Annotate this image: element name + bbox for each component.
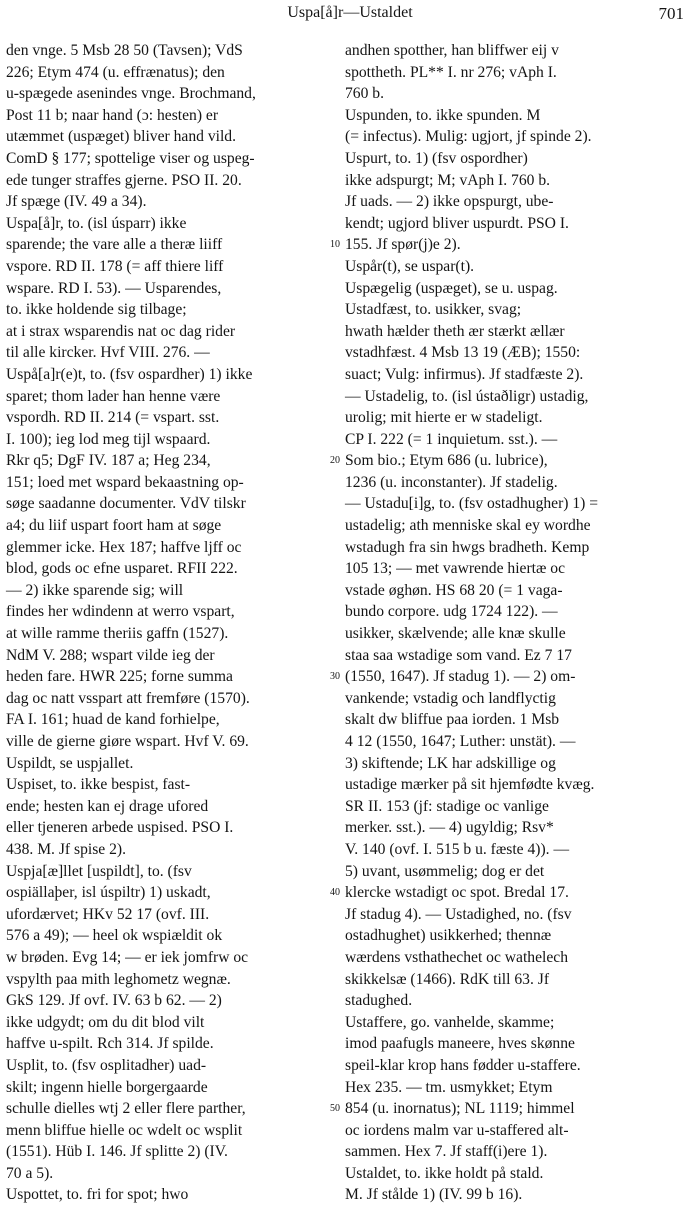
text-line: 854 (u. inornatus); NL 1119; himmel xyxy=(345,1100,575,1118)
text-line: 151; loed met wspard bekaastning op- xyxy=(6,473,244,491)
text-line: skalt dw bliffue paa iorden. 1 Msb xyxy=(345,711,560,729)
text-line: menn bliffue hielle oc wdelt oc wsplit xyxy=(6,1121,243,1139)
line-number: 30 xyxy=(330,671,340,683)
text-line: Uspottet, to. fri for spot; hwo xyxy=(6,1186,189,1204)
text-line: Jf stadug 4). — Ustadighed, no. (fsv xyxy=(345,905,572,923)
text-line: haffve u-spilt. Rch 314. Jf spilde. xyxy=(6,1035,214,1053)
text-line: ville de gierne giøre wspart. Hvf V. 69. xyxy=(6,733,249,750)
line-number: 20 xyxy=(330,455,340,467)
line-number: 10 xyxy=(330,239,340,251)
text-line: sammen. Hex 7. Jf staff(i)ere 1). xyxy=(345,1143,548,1161)
text-line: andhen spotther, han bliffwer eij v xyxy=(345,42,559,59)
text-line: suact; Vulg: infirmus). Jf stadfæste 2). xyxy=(345,365,584,383)
text-line: findes her wdindenn at werro vspart, xyxy=(6,603,235,621)
text-line: wærdens vsthathechet oc wathelech xyxy=(345,948,568,966)
text-line: 760 b. xyxy=(345,85,384,103)
text-line: wstadugh fra sin hwgs bradheth. Kemp xyxy=(345,538,590,556)
text-line: 4 12 (1550, 1647; Luther: unstät). — xyxy=(345,733,576,750)
running-head: Uspa[å]r—Ustaldet xyxy=(287,4,413,21)
text-line: staa saa wstadige som vand. Ez 7 17 xyxy=(345,646,572,664)
text-line: ede tunger straffes gjerne. PSO II. 20. xyxy=(6,171,242,189)
text-line: 5) uvant, usømmelig; dog er det xyxy=(345,862,545,880)
text-line: (1551). Hüb I. 146. Jf splitte 2) (IV. xyxy=(6,1143,228,1161)
text-line: skikkelsæ (1466). RdK till 63. Jf xyxy=(345,970,550,988)
text-line: eller tjeneren arbede uspised. PSO I. xyxy=(6,819,234,837)
text-line: 3) skiftende; LK har adskillige og xyxy=(345,754,556,772)
text-line: blod, gods oc efne usparet. RFII 222. xyxy=(6,560,238,578)
text-line: utæmmet (uspæget) bliver hand vild. xyxy=(6,128,236,146)
text-line: Jf uads. — 2) ikke opspurgt, ube- xyxy=(345,193,554,211)
text-line: Usplit, to. (fsv osplitadher) uad- xyxy=(6,1056,207,1074)
line-number: 40 xyxy=(330,887,340,899)
line-number: 50 xyxy=(330,1103,340,1115)
text-line: NdM V. 288; wspart vilde ieg der xyxy=(6,646,215,664)
text-line: oc iordens malm var u-staffered alt- xyxy=(345,1121,569,1139)
text-line: imod paafugls maneere, hves skønne xyxy=(345,1035,575,1053)
text-line: ustadige mærker på sit hjemfødte kvæg. xyxy=(345,776,595,794)
text-line: wspare. RD I. 53). — Usparendes, xyxy=(6,279,222,297)
text-line: stadughed. xyxy=(345,992,413,1010)
text-line: (= infectus). Mulig: ugjort, jf spinde 2). xyxy=(345,128,592,146)
text-line: u-spægede asenindes vnge. Brochmand, xyxy=(6,85,256,103)
text-line: den vnge. 5 Msb 28 50 (Tavsen); VdS xyxy=(6,42,243,59)
text-line: at wille ramme theriis gaffn (1527). xyxy=(6,625,229,643)
text-line: schulle dielles wtj 2 eller flere parther, xyxy=(6,1100,246,1118)
text-line: I. 100); ieg lod meg tijl wspaard. xyxy=(6,430,211,448)
text-line: heden fare. HWR 225; forne summa xyxy=(6,668,233,686)
text-line: urolig; mit hierte er w stadeligt. xyxy=(345,409,543,427)
text-line: Post 11 b; naar hand (ɔ: hesten) er xyxy=(6,106,219,124)
text-line: w brøden. Evg 14; — er iek jomfrw oc xyxy=(6,948,249,966)
text-line: dag oc natt vsspart att fremføre (1570). xyxy=(6,689,250,707)
text-line: vstadhfæst. 4 Msb 13 19 (ÆB); 1550: xyxy=(345,344,581,362)
text-line: vstade øghøn. HS 68 20 (= 1 vaga- xyxy=(345,581,563,599)
text-line: glemmer icke. Hex 187; haffve ljff oc xyxy=(6,538,242,556)
text-line: kendt; ugjord bliver uspurdt. PSO I. xyxy=(345,214,569,232)
text-line: 226; Etym 474 (u. effrænatus); den xyxy=(6,63,225,81)
right-column xyxy=(345,40,685,1204)
text-line: M. Jf stålde 1) (IV. 99 b 16). xyxy=(345,1186,523,1204)
text-line: usikker, skælvende; alle knæ skulle xyxy=(345,625,566,643)
text-line: V. 140 (ovf. I. 515 b u. fæste 4)). — xyxy=(345,840,570,858)
text-line: sparet; thom lader han henne være xyxy=(6,387,221,405)
text-line: skilt; ingenn hielle borgergaarde xyxy=(6,1078,208,1096)
text-line: — 2) ikke sparende sig; will xyxy=(6,581,184,599)
text-line: FA I. 161; huad de kand forhielpe, xyxy=(6,711,220,729)
text-line: Rkr q5; DgF IV. 187 a; Heg 234, xyxy=(6,452,211,470)
text-line: speil-klar krop hans fødder u-staffere. xyxy=(345,1056,581,1074)
text-line: ufordærvet; HKv 52 17 (ovf. III. xyxy=(6,905,210,923)
text-line: Uspildt, se uspjallet. xyxy=(6,754,134,772)
text-line: ustadelig; ath menniske skal ey wordhe xyxy=(345,517,591,535)
text-line: 155. Jf spør(j)e 2). xyxy=(345,236,461,254)
text-line: — Ustadelig, to. (isl ústaðligr) ustadig, xyxy=(345,387,589,405)
text-line: GkS 129. Jf ovf. IV. 63 b 62. — 2) xyxy=(6,992,222,1010)
text-line: ende; hesten kan ej drage ufored xyxy=(6,797,209,815)
text-line: Uspår(t), se uspar(t). xyxy=(345,257,475,275)
text-line: til alle kircker. Hvf VIII. 276. — xyxy=(6,344,210,362)
text-line: vspore. RD II. 178 (= aff thiere liff xyxy=(6,257,224,275)
text-line: Ustadfæst, to. usikker, svag; xyxy=(345,301,522,319)
text-line: ikke adspurgt; M; vAph I. 760 b. xyxy=(345,171,551,189)
text-line: Uspå[a]r(e)t, to. (fsv ospardher) 1) ikke xyxy=(6,365,253,383)
text-line: søge saadanne documenter. VdV tilskr xyxy=(6,495,246,513)
text-line: 1236 (u. inconstanter). Jf stadelig. xyxy=(345,473,558,491)
text-line: at i strax wsparendis nat oc dag rider xyxy=(6,322,236,340)
text-line: Ustaffere, go. vanhelde, skamme; xyxy=(345,1013,555,1031)
text-line: sparende; the vare alle a theræ liiff xyxy=(6,236,223,254)
text-line: Jf spæge (IV. 49 a 34). xyxy=(6,193,147,211)
text-line: SR II. 153 (jf: stadige oc vanlige xyxy=(345,797,549,815)
text-line: vspordh. RD II. 214 (= vspart. sst. xyxy=(6,409,220,427)
text-line: 438. M. Jf spise 2). xyxy=(6,840,126,858)
text-line: (1550, 1647). Jf stadug 1). — 2) om- xyxy=(345,668,576,686)
text-line: spottheth. PL** I. nr 276; vAph I. xyxy=(345,63,557,81)
text-line: Hex 235. — tm. usmykket; Etym xyxy=(345,1078,553,1096)
text-line: Ustaldet, to. ikke holdt på stald. xyxy=(345,1164,544,1182)
text-line: a4; du liif uspart foort ham at søge xyxy=(6,517,222,535)
left-column xyxy=(6,40,326,1204)
text-line: Uspægelig (uspæget), se u. uspag. xyxy=(345,279,558,297)
text-line: vspylth paa mith leghometz wegnæ. xyxy=(6,970,231,988)
text-line: 105 13; — met vawrende hiertæ oc xyxy=(345,560,565,578)
text-line: bundo corpore. udg 1724 122). — xyxy=(345,603,558,621)
page-number: 701 xyxy=(658,4,684,23)
text-line: to. ikke holdende sig tilbage; xyxy=(6,301,187,319)
text-line: klercke wstadigt oc spot. Bredal 17. xyxy=(345,884,569,902)
text-line: Uspurt, to. 1) (fsv ospordher) xyxy=(345,149,528,167)
text-line: ComD § 177; spottelige viser og uspeg- xyxy=(6,149,255,167)
text-line: 576 a 49); — heel ok wspiældit ok xyxy=(6,927,223,945)
text-line: Uspa[å]r, to. (isl úsparr) ikke xyxy=(6,214,187,232)
text-line: Uspja[æ]llet [uspildt], to. (fsv xyxy=(6,862,192,880)
text-line: vankende; vstadig och landflyctig xyxy=(345,689,556,707)
text-line: ospiällaþer, isl úspiltr) 1) uskadt, xyxy=(6,884,211,902)
text-line: CP I. 222 (= 1 inquietum. sst.). — xyxy=(345,430,558,448)
text-line: — Ustadu[i]g, to. (fsv ostadhugher) 1) = xyxy=(345,495,599,513)
text-line: Uspunden, to. ikke spunden. M xyxy=(345,106,541,124)
text-line: 70 a 5). xyxy=(6,1164,54,1182)
text-line: merker. sst.). — 4) ugyldig; Rsv* xyxy=(345,819,554,837)
text-line: ostadhughet) usikkerhed; thennæ xyxy=(345,927,552,945)
text-line: ikke udgydt; om du dit blod vilt xyxy=(6,1013,205,1031)
text-line: Som bio.; Etym 686 (u. lubrice), xyxy=(345,452,548,470)
page-header xyxy=(0,0,700,32)
text-line: Uspiset, to. ikke bespist, fast- xyxy=(6,776,191,794)
text-line: hwath hælder theth ær stærkt ællær xyxy=(345,322,565,340)
